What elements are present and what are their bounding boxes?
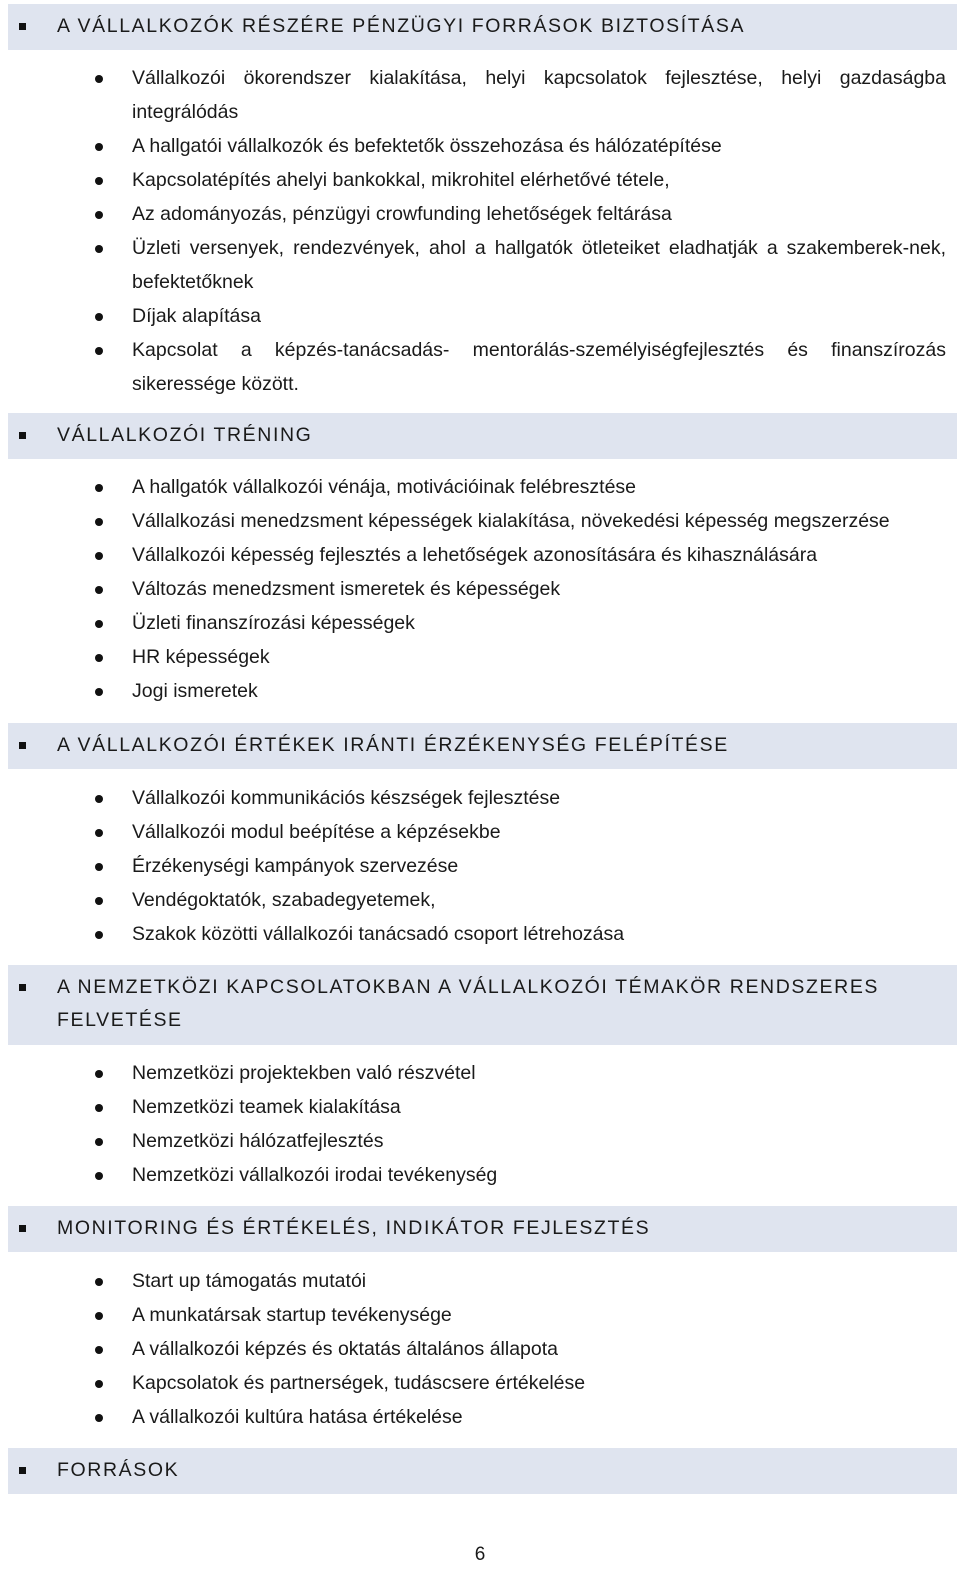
section-header [8,1206,957,1252]
list-item: Üzleti finanszírozási képességek [0,606,960,640]
bullet-icon [95,211,103,219]
bullet-icon [95,1278,103,1286]
list-item: Vállalkozói képesség fejlesztés a lehetőségek azonosítására és kihasználására [0,538,960,572]
bullet-icon [95,143,103,151]
section-title: MONITORING ÉS ÉRTÉKELÉS, INDIKÁTOR FEJLESZTÉS [57,1217,651,1239]
bullet-icon [95,1312,103,1320]
bullet-icon [95,829,103,837]
list-item: Változás menedzsment ismeretek és képességek [0,572,960,606]
list-item: Jogi ismeretek [0,674,960,708]
square-bullet-icon [19,742,26,749]
bullet-icon [95,897,103,905]
section-header [8,965,957,1045]
list-item: Vállalkozói ökorendszer kialakítása, helyi kapcsolatok fejlesztése, helyi gazdaságba integrálódás [0,61,960,129]
bullet-icon [95,1346,103,1354]
list-item: A vállalkozói képzés és oktatás általános állapota [0,1332,960,1366]
list-item: Vállalkozói kommunikációs készségek fejlesztése [0,781,960,815]
bullet-list [0,470,960,708]
bullet-icon [95,245,103,253]
bullet-icon [95,177,103,185]
bullet-list [0,1264,960,1434]
list-item: Érzékenységi kampányok szervezése [0,849,960,883]
list-item: Start up támogatás mutatói [0,1264,960,1298]
list-item: Nemzetközi vállalkozói irodai tevékenység [0,1158,960,1192]
list-item: Díjak alapítása [0,299,960,333]
list-item: A hallgatók vállalkozói vénája, motivációinak felébresztése [0,470,960,504]
section-title: VÁLLALKOZÓI TRÉNING [57,424,313,446]
section-header [8,1448,957,1494]
list-item: Az adományozás, pénzügyi crowfunding lehetőségek feltárása [0,197,960,231]
bullet-icon [95,518,103,526]
list-item: A munkatársak startup tevékenysége [0,1298,960,1332]
bullet-icon [95,313,103,321]
section-title: A NEMZETKÖZI KAPCSOLATOKBAN A VÁLLALKOZÓI TÉMAKÖR RENDSZERES FELVETÉSE [57,976,880,1031]
section-header [8,413,957,459]
square-bullet-icon [19,432,26,439]
section-title: FORRÁSOK [57,1459,180,1481]
bullet-icon [95,863,103,871]
list-item: A vállalkozói kultúra hatása értékelése [0,1400,960,1434]
square-bullet-icon [19,984,26,991]
bullet-list [0,61,960,401]
square-bullet-icon [19,23,26,30]
section-header [8,723,957,769]
bullet-icon [95,586,103,594]
list-item: HR képességek [0,640,960,674]
list-item: Vállalkozói modul beépítése a képzésekbe [0,815,960,849]
section-header [8,4,957,50]
bullet-icon [95,75,103,83]
bullet-list [0,781,960,951]
list-item: A hallgatói vállalkozók és befektetők összehozása és hálózatépítése [0,129,960,163]
bullet-icon [95,1380,103,1388]
section-title: A VÁLLALKOZÓI ÉRTÉKEK IRÁNTI ÉRZÉKENYSÉG FELÉPÍTÉSE [57,734,729,756]
square-bullet-icon [19,1467,26,1474]
list-item: Nemzetközi hálózatfejlesztés [0,1124,960,1158]
bullet-icon [95,1104,103,1112]
bullet-icon [95,1414,103,1422]
bullet-icon [95,931,103,939]
bullet-icon [95,620,103,628]
bullet-icon [95,795,103,803]
bullet-icon [95,688,103,696]
page-number: 6 [474,1544,486,1565]
list-item: Nemzetközi projektekben való részvétel [0,1056,960,1090]
section-title: A VÁLLALKOZÓK RÉSZÉRE PÉNZÜGYI FORRÁSOK BIZTOSÍTÁSA [57,15,746,37]
square-bullet-icon [19,1225,26,1232]
list-item: Kapcsolatok és partnerségek, tudáscsere értékelése [0,1366,960,1400]
bullet-icon [95,654,103,662]
bullet-icon [95,552,103,560]
bullet-icon [95,1070,103,1078]
bullet-icon [95,1172,103,1180]
list-item: Kapcsolat a képzés-tanácsadás- mentorálás-személyiségfejlesztés és finanszírozás sikeressége között. [0,333,960,401]
bullet-list [0,1056,960,1192]
list-item: Nemzetközi teamek kialakítása [0,1090,960,1124]
list-item: Kapcsolatépítés ahelyi bankokkal, mikrohitel elérhetővé tétele, [0,163,960,197]
bullet-icon [95,1138,103,1146]
bullet-icon [95,347,103,355]
bullet-icon [95,484,103,492]
list-item: Szakok közötti vállalkozói tanácsadó csoport létrehozása [0,917,960,951]
list-item: Vállalkozási menedzsment képességek kialakítása, növekedési képesség megszerzése [0,504,960,538]
list-item: Vendégoktatók, szabadegyetemek, [0,883,960,917]
list-item: Üzleti versenyek, rendezvények, ahol a hallgatók ötleteiket eladhatják a szakemberek-nek, befektetőknek [0,231,960,299]
